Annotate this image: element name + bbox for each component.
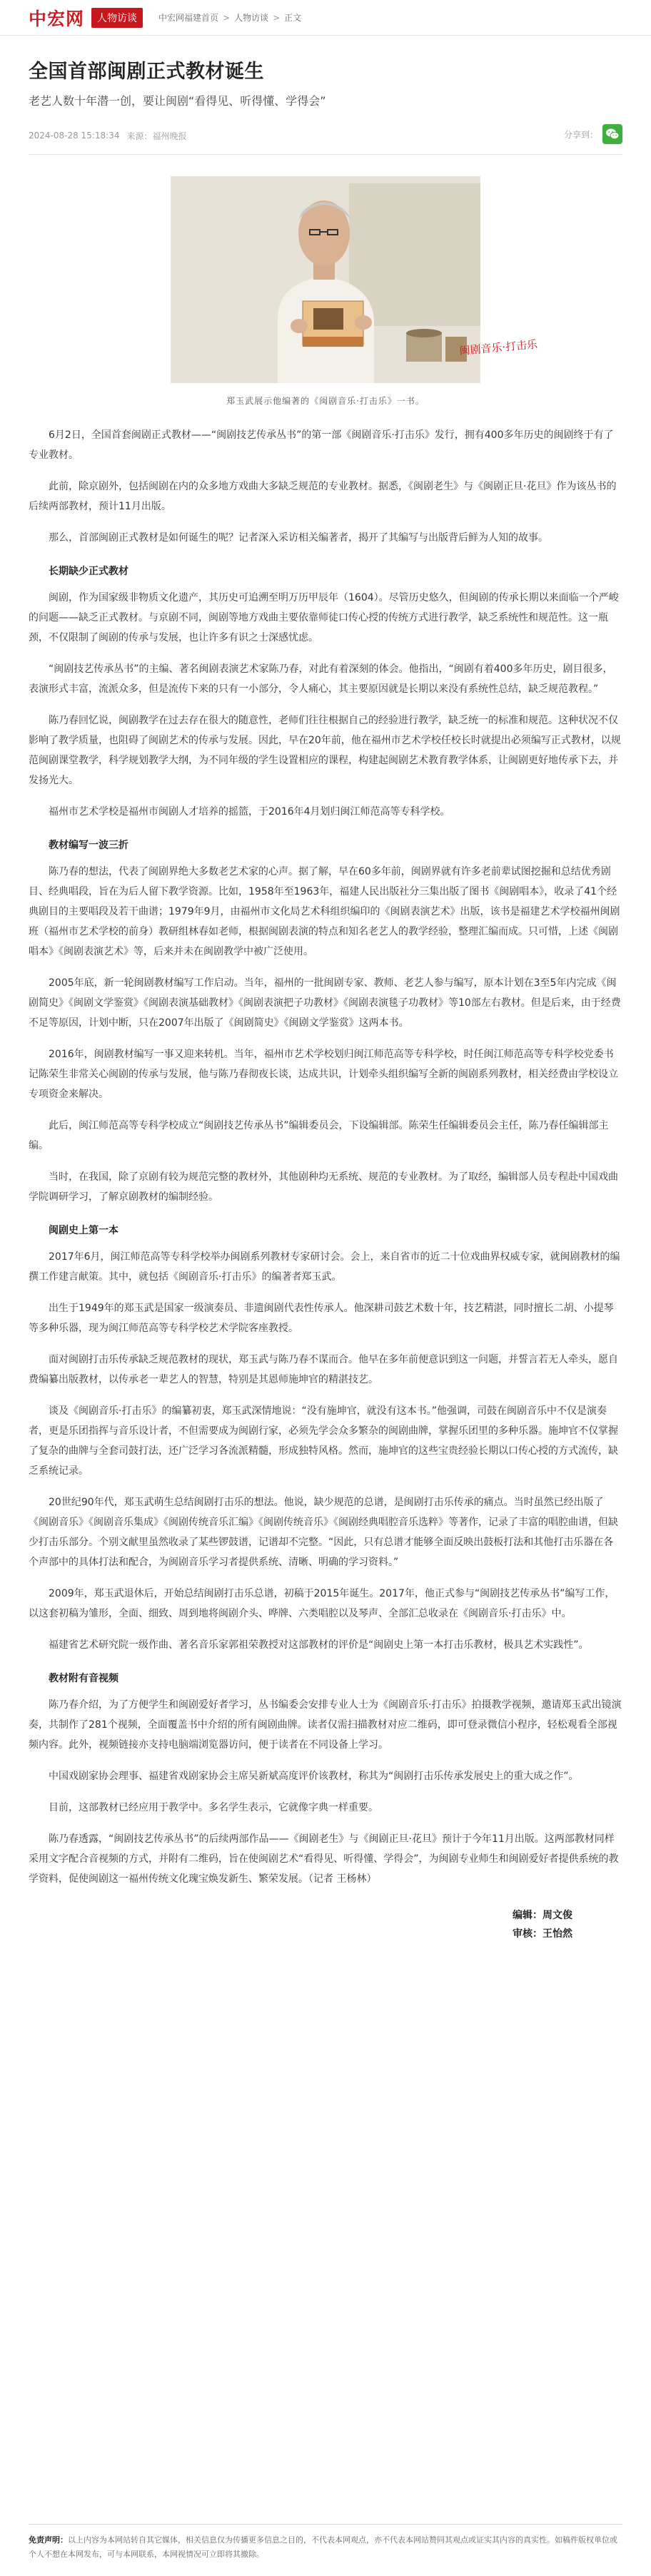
article-paragraph: 2005年底，新一轮闽剧教材编写工作启动。当年，福州的一批闽剧专家、教师、老艺人参与编写，原本计划在3至5年内完成《闽剧简史》《闽剧文学鉴赏》《闽剧表演基础教材》《闽剧表演把子功教材》《闽剧表演毯子功教材》等10部左右教材。但是后来，由于经费不足等原因，计划中断，只在2007年出版了《闽剧简史》《闽剧文学鉴赏》这两本书。 bbox=[29, 977, 621, 1029]
publish-date: 2024-08-28 15:18:34 bbox=[29, 131, 120, 141]
disclaimer-label: 免责声明： bbox=[29, 2535, 68, 2545]
article-paragraph: 出生于1949年的郑玉武是国家一级演奏员、非遗闽剧代表性传承人。他深耕司鼓艺术数十年，技艺精湛，同时擅长二胡、小提琴等多种乐器，现为闽江师范高等专科学校艺术学院客座教授。 bbox=[29, 1303, 614, 1334]
article-subtitle: 老艺人数十年潜一创，要让闽剧“看得见、听得懂、学得会” bbox=[29, 94, 326, 108]
breadcrumb-current: 正文 bbox=[284, 13, 302, 23]
article-photo bbox=[171, 176, 538, 383]
article-paragraph: 6月2日，全国首套闽剧正式教材——“闽剧技艺传承丛书”的第一部《闽剧音乐·打击乐》发行，拥有400多年历史的闽剧终于有了专业教材。 bbox=[29, 429, 614, 461]
article-paragraph: 陈乃春介绍，为了方便学生和闽剧爱好者学习，丛书编委会安排专业人士为《闽剧音乐·打击乐》拍摄教学视频，邀请郑玉武出镜演奏，共制作了281个视频，全面覆盖书中介绍的所有闽剧曲牌。读者仅需扫描教材对应二维码，即可登录微信小程序，轻松观看全部视频内容。此外，视频链接亦支持电脑端浏览器访问，便于读者在不同设备上学习。 bbox=[29, 1699, 622, 1751]
section-heading: 长期缺少正式教材 bbox=[49, 566, 128, 577]
editor-name: 编辑：周文俊 bbox=[513, 1910, 572, 1921]
section-heading: 教材编写一波三折 bbox=[49, 840, 128, 851]
article-container bbox=[29, 56, 622, 1943]
section-heading: 闽剧史上第一本 bbox=[49, 1225, 118, 1236]
article-source: 来源：福州晚报 bbox=[126, 131, 187, 141]
article-paragraph: 陈乃春的想法，代表了闽剧界绝大多数老艺术家的心声。据了解，早在60多年前，闽剧界就有许多老前辈试图挖掘和总结优秀剧目、经典唱段，旨在为后人留下教学资源。比如，1958年至1963年，福建人民出版社分三集出版了图书《闽剧唱本》，收录了41个经典剧目的主要唱段及若干曲谱；1979年9月，由福州市文化局艺术科组织编印的《闽剧表演艺术》出版，该书是福建艺术学校福州闽剧班（福州市艺术学校的前身）教研组林春如老师，根据闽剧表演的特点和知名老艺人的教学经验，整理汇编而成。只可惜，上述《闽剧唱本》《闽剧表演艺术》等，后来并未在闽剧教学中被广泛使用。 bbox=[29, 866, 620, 957]
breadcrumb-channel-link[interactable]: 人物访谈 bbox=[234, 13, 269, 23]
article-paragraph: 谈及《闽剧音乐·打击乐》的编纂初衷，郑玉武深情地说：“没有施坤官，就没有这本书。”他强调，司鼓在闽剧音乐中不仅是演奏者，更是乐团指挥与音乐设计者，不但需要成为闽剧行家，必须先学会众多繁杂的闽剧曲牌，掌握乐团里的多种乐器。施坤官不仅掌握了复杂的曲牌与全套司鼓打法，还广泛学习各流派精髓，形成独特风格。然而，施坤官的这些宝贵经验长期以口传心授的方式流传，缺乏系统记录。 bbox=[29, 1405, 618, 1477]
breadcrumb-separator: > bbox=[273, 12, 281, 23]
photo-illustration bbox=[171, 176, 538, 383]
photo-caption: 郑玉武展示他编著的《闽剧音乐·打击乐》一书。 bbox=[226, 396, 425, 406]
article-figure bbox=[29, 176, 622, 407]
channel-badge[interactable]: 人物访谈 bbox=[91, 8, 143, 28]
article-paragraph: 那么，首部闽剧正式教材是如何诞生的呢？记者深入采访相关编著者，揭开了其编写与出版背后鲜为人知的故事。 bbox=[49, 532, 548, 544]
breadcrumb bbox=[158, 11, 301, 24]
article-paragraph: 陈乃春透露，“闽剧技艺传承丛书”的后续两部作品——《闽剧老生》与《闽剧正旦·花旦》预计于今年11月出版。这两部教材同样采用文字配合音视频的方式，并附有二维码，旨在使闽剧艺术“看得见、听得懂、学得会”，为闽剧专业师生和闽剧爱好者提供系统的教学资料，促使闽剧这一福州传统文化瑰宝焕发新生、繁荣发展。（记者 王杨林） bbox=[29, 1833, 619, 1885]
article-paragraph: “闽剧技艺传承丛书”的主编、著名闽剧表演艺术家陈乃春，对此有着深刻的体会。他指出，“闽剧有着400多年历史，剧目很多，表演形式丰富，流派众多，但是流传下来的只有一小部分，令人痛心，其主要原因就是长期以来没有系统性总结，缺乏规范教程。” bbox=[29, 663, 613, 695]
article-paragraph: 2017年6月，闽江师范高等专科学校举办闽剧系列教材专家研讨会。会上，来自省市的近二十位戏曲界权威专家，就闽剧教材的编撰工作建言献策。其中，就包括《闽剧音乐·打击乐》的编著者郑玉武。 bbox=[29, 1251, 620, 1283]
article-paragraph: 当时，在我国，除了京剧有较为规范完整的教材外，其他剧种均无系统、规范的专业教材。为了取经，编辑部人员专程赴中国戏曲学院调研学习，了解京剧教材的编制经验。 bbox=[29, 1171, 618, 1203]
book-title-overlay: 闽剧音乐·打击乐 bbox=[458, 337, 538, 357]
article-paragraph: 此后，闽江师范高等专科学校成立“闽剧技艺传承丛书”编辑委员会，下设编辑部。陈荣生任编辑委员会主任，陈乃春任编辑部主编。 bbox=[29, 1120, 609, 1151]
wechat-icon[interactable] bbox=[602, 124, 622, 144]
site-header bbox=[0, 0, 651, 36]
article-paragraph: 目前，这部教材已经应用于教学中。多名学生表示，它就像字典一样重要。 bbox=[49, 1802, 378, 1813]
article-paragraph: 闽剧，作为国家级非物质文化遗产，其历史可追溯至明万历甲辰年（1604）。尽管历史悠久，但闽剧的传承长期以来面临一个严峻的问题——缺乏正式教材。与京剧不同，闽剧等地方戏曲主要依靠师徒口传心授的传统方式进行教学，缺乏系统性和规范性。这一瓶颈，不仅限制了闽剧的传承与发展，也让许多有识之士深感忧虑。 bbox=[29, 592, 619, 643]
article-paragraph: 福建省艺术研究院一级作曲、著名音乐家郭祖荣教授对这部教材的评价是“闽剧史上第一本打击乐教材，极具艺术实践性”。 bbox=[49, 1639, 589, 1651]
article-paragraph: 面对闽剧打击乐传承缺乏规范教材的现状，郑玉武与陈乃春不谋而合。他早在多年前便意识到这一问题，并誓言若无人牵头，愿自费编纂出版教材，以传承老一辈艺人的智慧，特别是其恩师施坤官的精湛技艺。 bbox=[29, 1354, 618, 1385]
article-title: 全国首部闽剧正式教材诞生 bbox=[29, 61, 264, 83]
article-paragraph: 2016年，闽剧教材编写一事又迎来转机。当年，福州市艺术学校划归闽江师范高等专科学校，时任闽江师范高等专科学校党委书记陈荣生非常关心闽剧的传承与发展，他与陈乃春彻夜长谈，达成共识，计划牵头组织编写全新的闽剧系列教材，相关经费由学校设立专项资金来解决。 bbox=[29, 1049, 618, 1100]
article-paragraph: 中国戏剧家协会理事、福建省戏剧家协会主席吴新斌高度评价该教材，称其为“闽剧打击乐传承发展史上的重大成之作”。 bbox=[49, 1771, 579, 1782]
site-logo[interactable]: 中宏网 bbox=[29, 8, 85, 29]
article-paragraph: 陈乃春回忆说，闽剧教学在过去存在很大的随意性，老师们往往根据自己的经验进行教学，缺乏统一的标准和规范。这种状况不仅影响了教学质量，也阻碍了闽剧艺术的传承与发展。因此，早在20年前，他在福州市艺术学校任校长时就提出必须编写正式教材，以规范闽剧课堂教学，科学规划教学大纲，为不同年级的学生设置相应的课程，构建起闽剧艺术教育教学体系，让闽剧更好地传承下去，并发扬光大。 bbox=[29, 715, 621, 786]
editor-info bbox=[29, 1906, 622, 1943]
breadcrumb-separator: > bbox=[223, 12, 231, 23]
disclaimer-text: 以上内容为本网站转自其它媒体，相关信息仅为传播更多信息之目的，不代表本网观点，亦不代表本网站赞同其观点或证实其内容的真实性。如稿件版权单位或个人不想在本网发布，可与本网联系，本网视情况可立即将其撤除。 bbox=[29, 2535, 617, 2559]
disclaimer bbox=[29, 2524, 622, 2562]
article-paragraph: 此前，除京剧外，包括闽剧在内的众多地方戏曲大多缺乏规范的专业教材。据悉，《闽剧老生》与《闽剧正旦·花旦》作为该丛书的后续两部教材，预计11月出版。 bbox=[29, 481, 617, 512]
breadcrumb-home-link[interactable]: 中宏网福建首页 bbox=[158, 13, 219, 23]
section-heading: 教材附有音视频 bbox=[49, 1673, 118, 1684]
article-meta bbox=[29, 124, 622, 155]
article-body bbox=[29, 425, 622, 1889]
share-bar bbox=[564, 124, 622, 144]
article-paragraph: 福州市艺术学校是福州市闽剧人才培养的摇篮，于2016年4月划归闽江师范高等专科学校。 bbox=[49, 806, 450, 818]
article-paragraph: 2009年，郑玉武退休后，开始总结闽剧打击乐总谱，初稿于2015年诞生。2017年，他正式参与“闽剧技艺传承丛书”编写工作，以这套初稿为雏形，全面、细致、周到地将闽剧介头、哗牌、六类唱腔以及琴声、全部汇总收录在《闽剧音乐·打击乐》中。 bbox=[29, 1588, 615, 1619]
article-paragraph: 20世纪90年代，郑玉武萌生总结闽剧打击乐的想法。他说，缺少规范的总谱，是闽剧打击乐传承的痛点。当时虽然已经出版了《闽剧音乐》《闽剧音乐集成》《闽剧传统音乐汇编》《闽剧传统音乐》《闽剧经典唱腔音乐选粹》等著作，记录了丰富的唱腔曲谱，但缺少打击乐部分。个别文献里虽然收录了某些锣鼓谱，记谱却不完整。“因此，只有总谱才能够全面反映出鼓板打法和其他打击乐器在各个声部中的具体打法和配合，为闽剧音乐学习者提供系统、清晰、明确的学习资料。” bbox=[29, 1497, 618, 1568]
reviewer-name: 审核：王怡然 bbox=[513, 1928, 572, 1940]
share-label: 分享到： bbox=[563, 129, 598, 140]
